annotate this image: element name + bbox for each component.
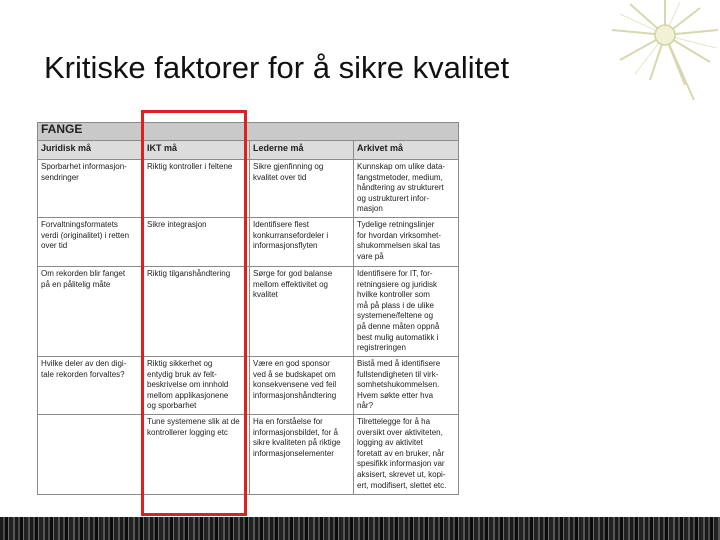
- sun-decoration: [590, 0, 720, 110]
- table-cell: Om rekorden blir fanget på en pålitelig måte: [38, 266, 144, 356]
- ikt-column-highlight: [141, 110, 247, 516]
- column-header: Lederne må: [250, 141, 354, 160]
- table-cell: Sporbarhet informasjon- sendringer: [38, 160, 144, 218]
- table-cell: Sikre gjenfinning og kvalitet over tid: [250, 160, 354, 218]
- quality-factors-table: [37, 122, 459, 495]
- table-cell: Sikre integrasjon: [144, 217, 250, 266]
- table-row: [38, 217, 459, 266]
- table-cell: Forvaltningsformatets verdi (originalitet) i retten over tid: [38, 217, 144, 266]
- table-cell: Hvilke deler av den digi- tale rekorden forvaltes?: [38, 356, 144, 414]
- table-cell: Identifisere flest konkurransefordeler i informasjonsflyten: [250, 217, 354, 266]
- table-cell: Identifisere for IT, for- retningsiere og juridisk hvilke kontroller som må på plass i de ulike systemene/feltene og på denne måten oppnå best mulig automatikk i registreringen: [354, 266, 459, 356]
- footer-pattern-strip: [0, 517, 720, 540]
- table-cell: Ha en forståelse for informasjonsbildet, for å sikre kvaliteten på riktige informasjonselementer: [250, 414, 354, 494]
- slide-title: Kritiske faktorer for å sikre kvalitet: [44, 50, 510, 85]
- table-cell: Tydelige retningslinjer for hvordan virksomhet- shukommelsen skal tas vare på: [354, 217, 459, 266]
- table-cell: Tune systemene slik at de kontrollerer logging etc: [144, 414, 250, 494]
- table-cell: Riktig kontroller i feltene: [144, 160, 250, 218]
- table-band-title: FANGE: [38, 123, 459, 141]
- table-cell: Tilrettelegge for å ha oversikt over aktiviteten, logging av aktivitet foretatt av en bruker, når spesifikk informasjon var aksisert, skrevet ut, kopi- ert, modifisert, slettet etc.: [354, 414, 459, 494]
- table-row: [38, 356, 459, 414]
- table-row: [38, 160, 459, 218]
- table-cell: Bistå med å identifisere fullstendigheten til virk- somhetshukommelsen. Hvem søkte etter hva når?: [354, 356, 459, 414]
- table-cell: Være en god sponsor ved å se budskapet om konsekvensene ved feil informasjonshåndtering: [250, 356, 354, 414]
- table-header-row: [38, 141, 459, 160]
- table-cell: Riktig tilganshåndtering: [144, 266, 250, 356]
- table-row: [38, 414, 459, 494]
- table-cell: Sørge for god balanse mellom effektivitet og kvalitet: [250, 266, 354, 356]
- column-header: IKT må: [144, 141, 250, 160]
- column-header: Arkivet må: [354, 141, 459, 160]
- table-cell: Riktig sikkerhet og entydig bruk av felt- beskrivelse om innhold mellom applikasjonene og sporbarhet: [144, 356, 250, 414]
- table-cell: [38, 414, 144, 494]
- table-cell: Kunnskap om ulike data- fangstmetoder, medium, håndtering av strukturert og ustrukturert infor- masjon: [354, 160, 459, 218]
- column-header: Juridisk må: [38, 141, 144, 160]
- table-row: [38, 266, 459, 356]
